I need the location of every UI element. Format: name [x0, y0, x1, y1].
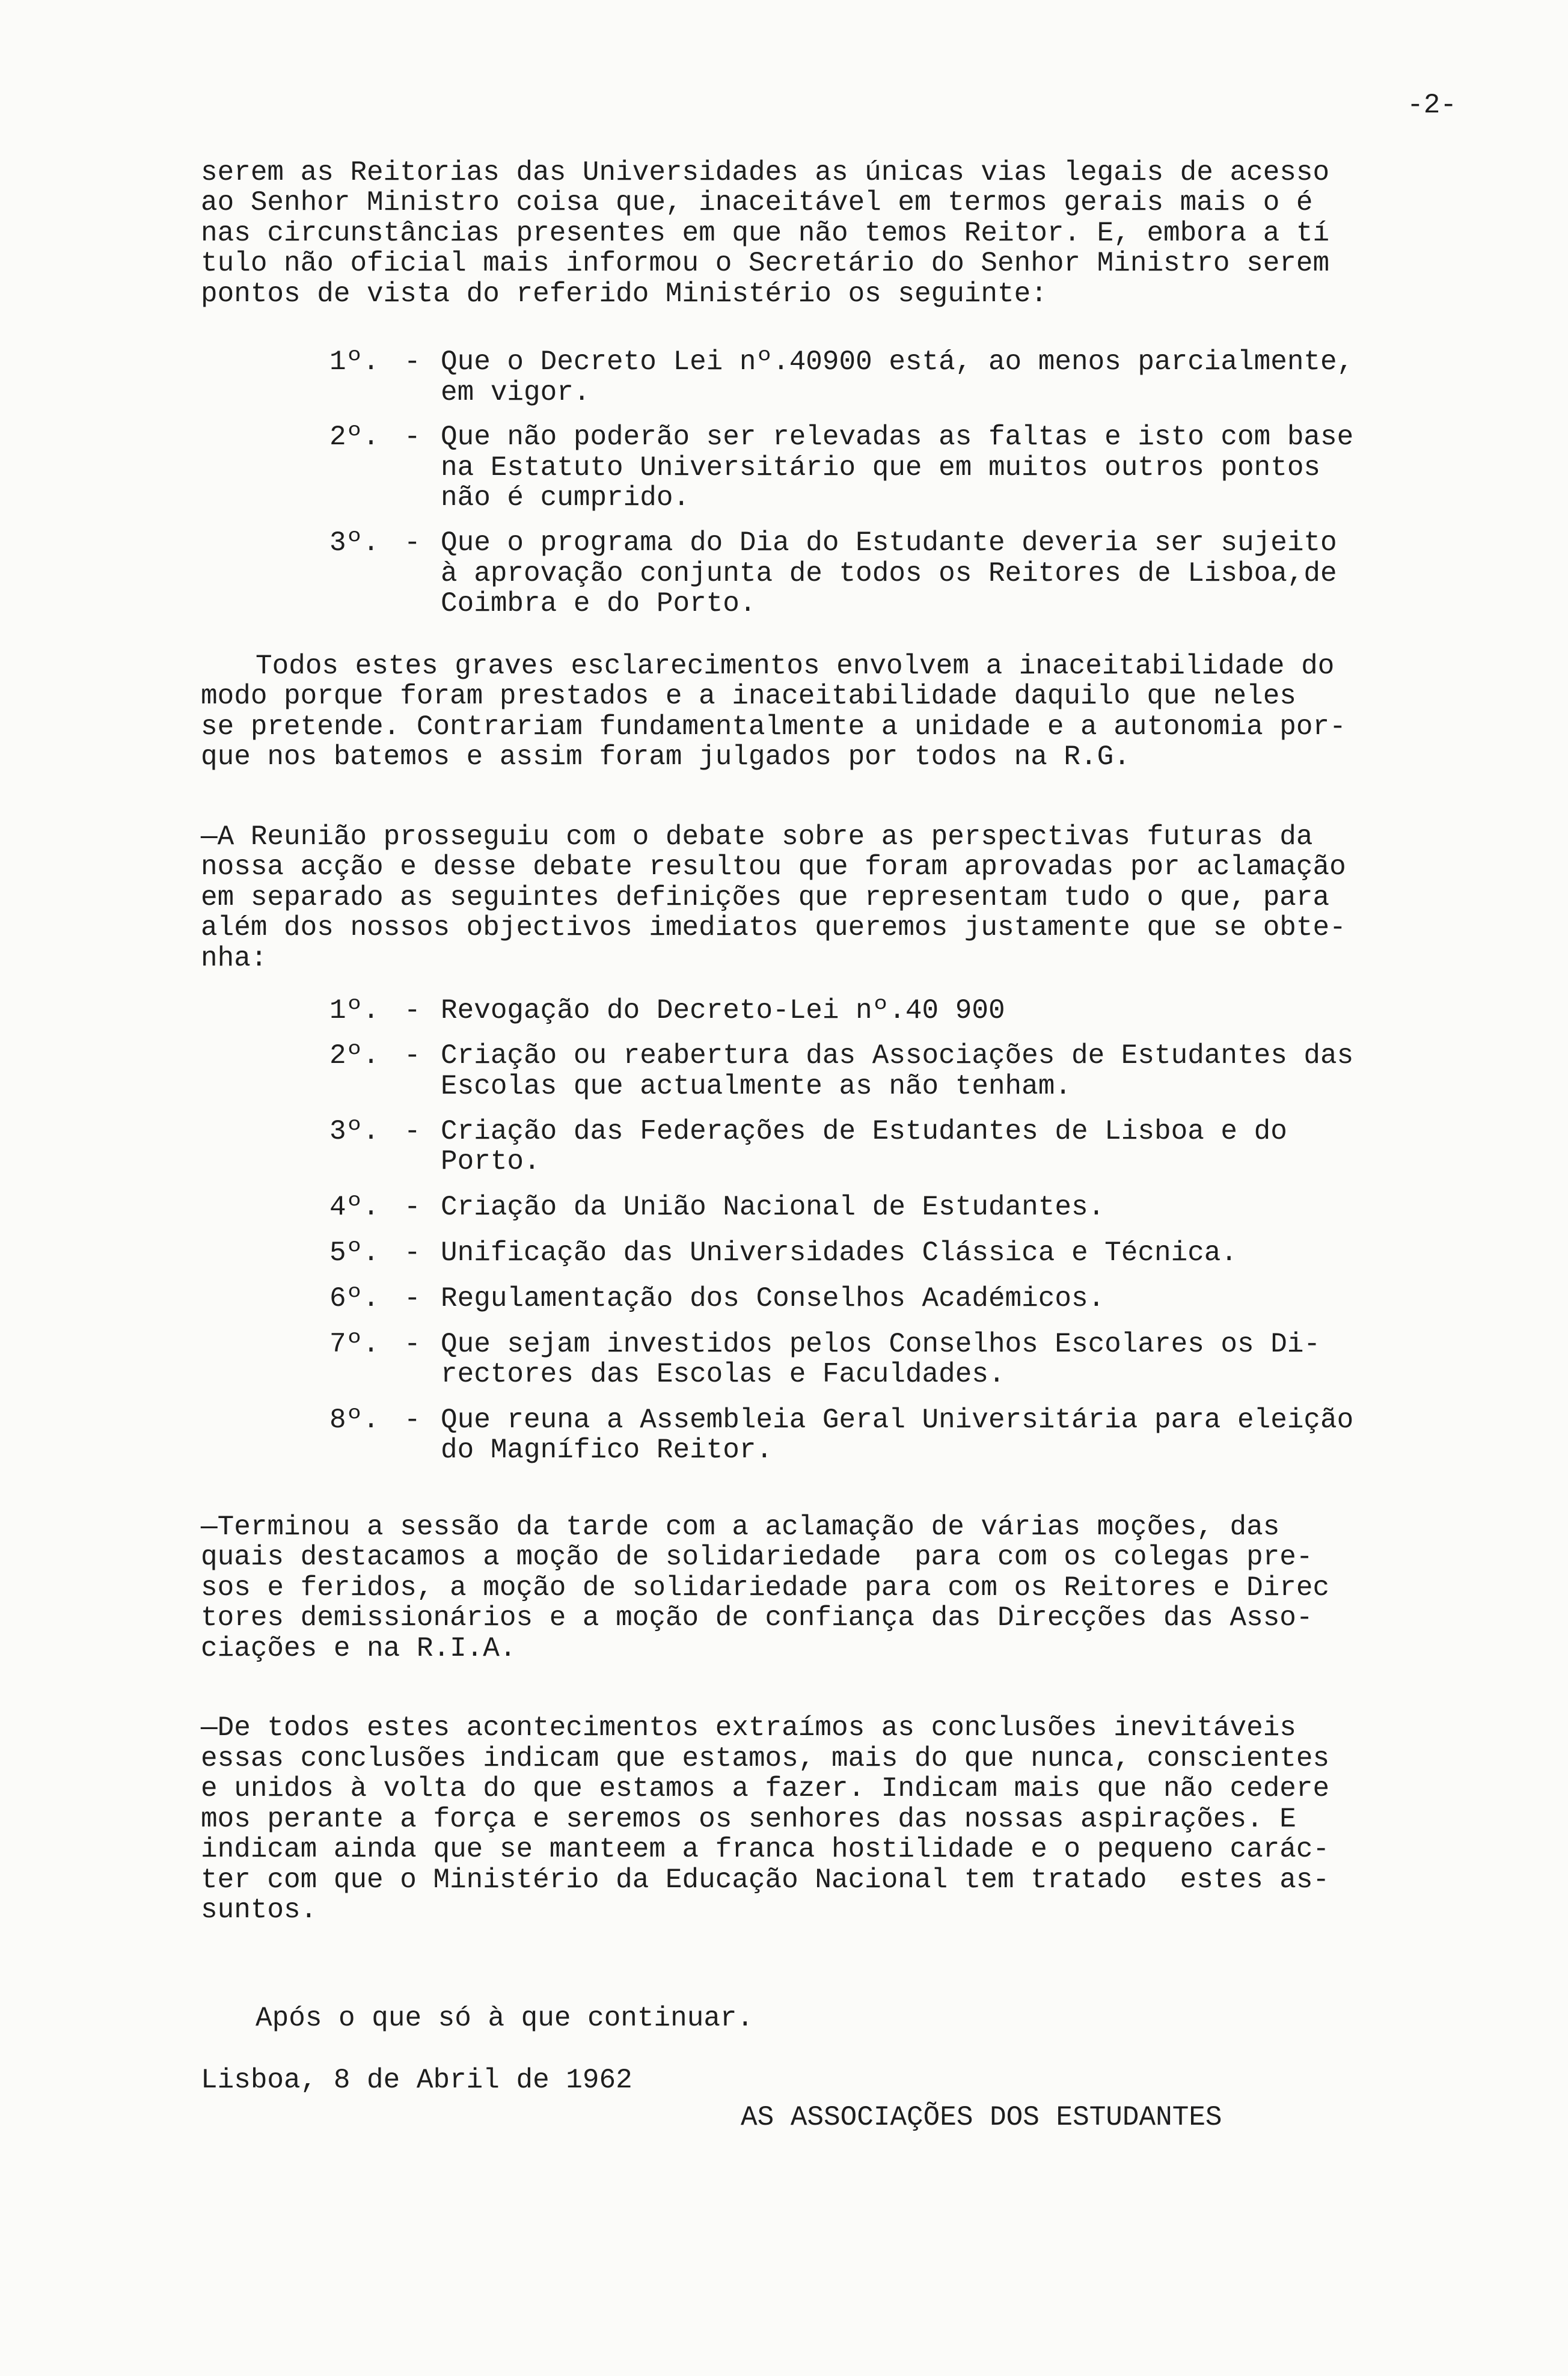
list-dash: -: [404, 1040, 421, 1071]
text-line: —De todos estes acontecimentos extraímos as conclusões inevitáveis: [201, 1712, 1296, 1744]
definition-text-line: Escolas que actualmente as não tenham.: [441, 1071, 1071, 1102]
text-line: ciações e na R.I.A.: [201, 1633, 516, 1664]
page-number: -2-: [1407, 90, 1457, 121]
text-line: Todos estes graves esclarecimentos envolvem a inaceitabilidade do: [256, 651, 1335, 682]
text-line: indicam ainda que se manteem a franca hostilidade e o pequeno carác-: [201, 1834, 1330, 1865]
closing-line: Após o que só à que continuar.: [256, 2003, 754, 2034]
text-line: suntos.: [201, 1894, 317, 1926]
definition-text-line: Criação ou reabertura das Associações de Estudantes das: [441, 1040, 1354, 1071]
text-line: se pretende. Contrariam fundamentalmente a unidade e a autonomia por-: [201, 711, 1346, 742]
text-line: modo porque foram prestados e a inaceitabilidade daquilo que neles: [201, 681, 1296, 712]
text-line: pontos de vista do referido Ministério os seguinte:: [201, 278, 1047, 310]
text-line: e unidos à volta do que estamos a fazer. Indicam mais que não cedere: [201, 1773, 1330, 1804]
definition-number: 4º.: [329, 1192, 379, 1223]
list-dash: -: [404, 995, 421, 1026]
text-line: quais destacamos a moção de solidariedade para com os colegas pre-: [201, 1542, 1313, 1573]
text-line: que nos batemos e assim foram julgados por todos na R.G.: [201, 741, 1130, 773]
text-line: —A Reunião prosseguiu com o debate sobre as perspectivas futuras da: [201, 821, 1313, 853]
list-dash: -: [404, 421, 421, 453]
point-number: 2º.: [329, 421, 379, 453]
definition-number: 2º.: [329, 1040, 379, 1071]
definition-number: 5º.: [329, 1237, 379, 1269]
point-text-line: na Estatuto Universitário que em muitos outros pontos: [441, 452, 1321, 483]
text-line: em separado as seguintes definições que representam tudo o que, para: [201, 882, 1330, 913]
list-dash: -: [404, 1329, 421, 1360]
list-dash: -: [404, 346, 421, 378]
text-line: serem as Reitorias das Universidades as únicas vias legais de acesso: [201, 157, 1330, 188]
text-line: ao Senhor Ministro coisa que, inaceitável em termos gerais mais o é: [201, 187, 1313, 218]
definition-text-line: do Magnífico Reitor.: [441, 1434, 773, 1466]
definition-text-line: Criação das Federações de Estudantes de Lisboa e do: [441, 1116, 1287, 1147]
point-number: 1º.: [329, 346, 379, 378]
list-dash: -: [404, 1283, 421, 1314]
point-text-line: não é cumprido.: [441, 482, 690, 513]
definition-text-line: rectores das Escolas e Faculdades.: [441, 1359, 1005, 1390]
list-dash: -: [404, 527, 421, 559]
point-text-line: Que o Decreto Lei nº.40900 está, ao menos parcialmente,: [441, 346, 1354, 378]
point-text-line: Que não poderão ser relevadas as faltas e isto com base: [441, 421, 1354, 453]
point-text-line: Coimbra e do Porto.: [441, 588, 756, 619]
point-text-line: à aprovação conjunta de todos os Reitores de Lisboa,de: [441, 558, 1337, 589]
definition-number: 3º.: [329, 1116, 379, 1147]
text-line: tulo não oficial mais informou o Secretário do Senhor Ministro serem: [201, 248, 1330, 279]
text-line: sos e feridos, a moção de solidariedade para com os Reitores e Direc: [201, 1572, 1330, 1603]
definition-number: 7º.: [329, 1329, 379, 1360]
definition-text-line: Que sejam investidos pelos Conselhos Escolares os Di-: [441, 1329, 1321, 1360]
list-dash: -: [404, 1237, 421, 1269]
point-text-line: Que o programa do Dia do Estudante deveria ser sujeito: [441, 527, 1337, 559]
text-line: mos perante a força e seremos os senhores das nossas aspirações. E: [201, 1804, 1296, 1835]
point-number: 3º.: [329, 527, 379, 559]
text-line: tores demissionários e a moção de confiança das Direcções das Asso-: [201, 1602, 1313, 1633]
text-line: nossa acção e desse debate resultou que foram aprovadas por aclamação: [201, 851, 1346, 883]
definition-number: 6º.: [329, 1283, 379, 1314]
text-line: nha:: [201, 943, 268, 974]
definition-text-line: Porto.: [441, 1146, 541, 1177]
date-place: Lisboa, 8 de Abril de 1962: [201, 2065, 632, 2096]
definition-text-line: Regulamentação dos Conselhos Académicos.: [441, 1283, 1105, 1314]
text-line: além dos nossos objectivos imediatos queremos justamente que se obte-: [201, 912, 1346, 943]
definition-text-line: Criação da União Nacional de Estudantes.: [441, 1192, 1105, 1223]
list-dash: -: [404, 1116, 421, 1147]
text-line: nas circunstâncias presentes em que não temos Reitor. E, embora a tí: [201, 218, 1330, 249]
definition-number: 1º.: [329, 995, 379, 1026]
text-line: ter com que o Ministério da Educação Nacional tem tratado estes as-: [201, 1864, 1330, 1896]
text-line: essas conclusões indicam que estamos, mais do que nunca, conscientes: [201, 1743, 1330, 1774]
definition-text-line: Unificação das Universidades Clássica e Técnica.: [441, 1237, 1238, 1269]
list-dash: -: [404, 1404, 421, 1436]
text-line: —Terminou a sessão da tarde com a aclamação de várias moções, das: [201, 1511, 1280, 1543]
definition-number: 8º.: [329, 1404, 379, 1436]
definition-text-line: Que reuna a Assembleia Geral Universitária para eleição: [441, 1404, 1354, 1436]
point-text-line: em vigor.: [441, 377, 590, 408]
list-dash: -: [404, 1192, 421, 1223]
signature: AS ASSOCIAÇÕES DOS ESTUDANTES: [741, 2102, 1222, 2133]
definition-text-line: Revogação do Decreto-Lei nº.40 900: [441, 995, 1005, 1026]
